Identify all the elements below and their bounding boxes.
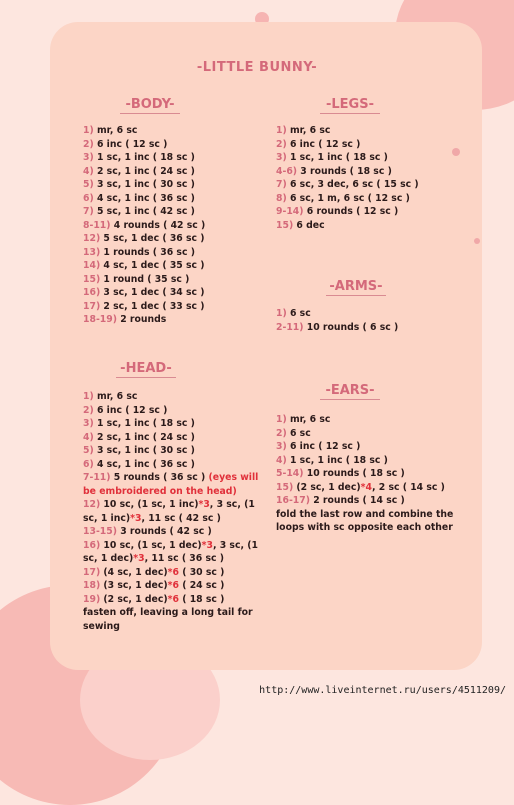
list-item: 7) 6 sc, 3 dec, 6 sc ( 15 sc )	[276, 179, 419, 190]
list-item: 18) (3 sc, 1 dec)*6 ( 24 sc )	[83, 580, 225, 591]
list-item: 12) 10 sc, (1 sc, 1 inc)*3, 3 sc, (1 sc, 1 inc)*3, 11 sc ( 42 sc )	[83, 499, 255, 524]
list-item: 16) 3 sc, 1 dec ( 34 sc )	[83, 287, 205, 298]
list-item: 18-19) 2 rounds	[83, 314, 167, 325]
legs-instructions	[276, 124, 419, 232]
head-instructions	[83, 390, 261, 633]
list-item: 4) 2 sc, 1 inc ( 24 sc )	[83, 165, 195, 177]
list-item: 3) 1 sc, 1 inc ( 18 sc )	[83, 418, 195, 429]
list-item: fasten off, leaving a long tail for sewing	[83, 607, 253, 632]
list-item: 16-17) 2 rounds ( 14 sc )	[276, 495, 405, 506]
ears-instructions	[276, 413, 456, 535]
list-item: 14) 4 sc, 1 dec ( 35 sc )	[83, 260, 205, 271]
list-item: 1) mr, 6 sc	[83, 391, 138, 402]
list-item: 1) 6 sc	[276, 308, 311, 319]
list-item: 6) 4 sc, 1 inc ( 36 sc )	[83, 192, 195, 204]
list-item: 4-6) 3 rounds ( 18 sc )	[276, 165, 392, 177]
list-item: 1) mr, 6 sc	[276, 125, 331, 136]
list-item: 4) 2 sc, 1 inc ( 24 sc )	[83, 431, 195, 443]
section-heading-head: -HEAD-	[86, 361, 206, 378]
list-item: 8-11) 4 rounds ( 42 sc )	[83, 219, 206, 231]
list-item: 19) (2 sc, 1 dec)*6 ( 18 sc )	[83, 593, 225, 605]
body-instructions	[83, 124, 205, 327]
list-item: 15) (2 sc, 1 dec)*4, 2 sc ( 14 sc )	[276, 481, 445, 493]
list-item: 1) mr, 6 sc	[276, 414, 331, 425]
list-item: 2-11) 10 rounds ( 6 sc )	[276, 321, 399, 333]
section-heading-legs: -LEGS-	[290, 97, 410, 114]
list-item: 17) 2 sc, 1 dec ( 33 sc )	[83, 300, 205, 312]
section-heading-ears: -EARS-	[290, 383, 410, 400]
list-item: 5) 3 sc, 1 inc ( 30 sc )	[83, 445, 195, 456]
list-item: 7) 5 sc, 1 inc ( 42 sc )	[83, 206, 195, 217]
list-item: 2) 6 inc ( 12 sc )	[276, 138, 361, 150]
list-item: 16) 10 sc, (1 sc, 1 dec)*3, 3 sc, (1 sc, 1 dec)*3, 11 sc ( 36 sc )	[83, 539, 258, 564]
list-item: 17) (4 sc, 1 dec)*6 ( 30 sc )	[83, 566, 225, 578]
list-item: 5-14) 10 rounds ( 18 sc )	[276, 468, 405, 479]
list-item: 2) 6 inc ( 12 sc )	[83, 138, 168, 150]
list-item: 9-14) 6 rounds ( 12 sc )	[276, 206, 399, 217]
list-item: 15) 1 round ( 35 sc )	[83, 273, 190, 285]
decor-dot	[452, 148, 460, 156]
list-item: 4) 1 sc, 1 inc ( 18 sc )	[276, 454, 388, 466]
list-item: 2) 6 inc ( 12 sc )	[83, 404, 168, 416]
list-item: 13) 1 rounds ( 36 sc )	[83, 246, 195, 258]
list-item: 2) 6 sc	[276, 427, 311, 439]
decor-dot	[474, 238, 480, 244]
section-heading-body: -BODY-	[90, 97, 210, 114]
list-item: 5) 3 sc, 1 inc ( 30 sc )	[83, 179, 195, 190]
list-item: 12) 5 sc, 1 dec ( 36 sc )	[83, 233, 205, 244]
list-item: 15) 6 dec	[276, 219, 325, 231]
source-url: http://www.liveinternet.ru/users/4511209/	[259, 685, 506, 696]
arms-instructions	[276, 307, 398, 334]
list-item: 3) 1 sc, 1 inc ( 18 sc )	[276, 152, 388, 163]
list-item: 8) 6 sc, 1 m, 6 sc ( 12 sc )	[276, 192, 410, 204]
list-item: 3) 1 sc, 1 inc ( 18 sc )	[83, 152, 195, 163]
eyes-note: (eyes will be embroidered on the head)	[83, 472, 259, 497]
list-item: 1) mr, 6 sc	[83, 125, 138, 136]
page-title: -LITTLE BUNNY-	[196, 60, 318, 75]
list-item: 6) 4 sc, 1 inc ( 36 sc )	[83, 458, 195, 470]
list-item: fold the last row and combine the loops with sc opposite each other	[276, 508, 454, 533]
section-heading-arms: -ARMS-	[296, 279, 416, 296]
list-item: 13-15) 3 rounds ( 42 sc )	[83, 526, 212, 537]
list-item: 3) 6 inc ( 12 sc )	[276, 441, 361, 452]
list-item: 7-11) 5 rounds ( 36 sc ) (eyes will be embroidered on the head)	[83, 472, 259, 497]
